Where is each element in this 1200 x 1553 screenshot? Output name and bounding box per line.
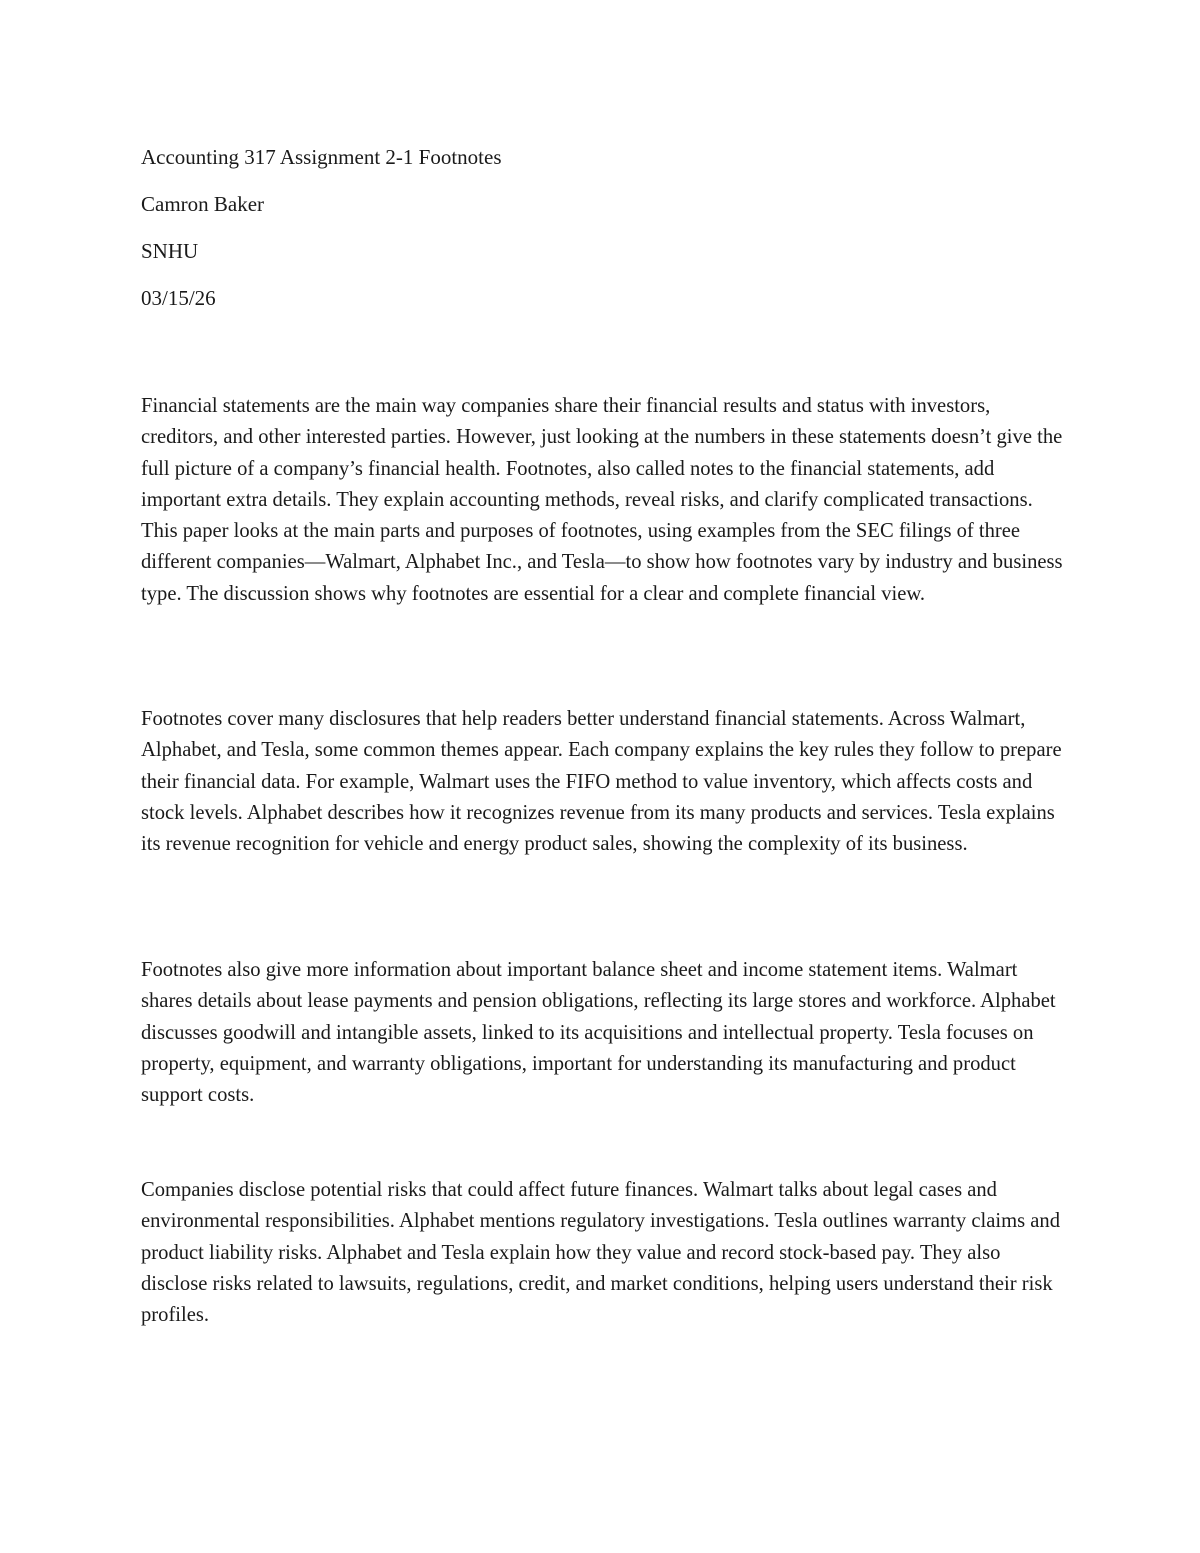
document-date: 03/15/26 bbox=[141, 286, 216, 310]
institution-name: SNHU bbox=[141, 239, 199, 263]
document-header bbox=[141, 141, 1061, 329]
body-paragraph-introduction: Financial statements are the main way companies share their financial results and status with investors, creditors, and other interested parties. However, just looking at the numbers in these statements doesn’t give the full picture of a company’s financial health. Footnotes, also called notes to the financial statements, add important extra details. They explain accounting methods, reveal risks, and clarify complicated transactions. This paper looks at the main parts and purposes of footnotes, using examples from the SEC filings of three different companies—Walmart, Alphabet Inc., and Tesla—to show how footnotes vary by industry and business type. The discussion shows why footnotes are essential for a clear and complete financial view. bbox=[141, 395, 1063, 605]
body-paragraph-accounting-policies: Footnotes cover many disclosures that help readers better understand financial statements. Across Walmart, Alphabet, and Tesla, some common themes appear. Each company explains the key rules they follow to prepare their financial data. For example, Walmart uses the FIFO method to value inventory, which affects costs and stock levels. Alphabet describes how it recognizes revenue from its many products and services. Tesla explains its revenue recognition for vehicle and energy product sales, showing the complexity of its business. bbox=[141, 708, 1062, 856]
document-title: Accounting 317 Assignment 2-1 Footnotes bbox=[141, 145, 502, 169]
author-name: Camron Baker bbox=[141, 192, 265, 216]
body-paragraph-risk-disclosures: Companies disclose potential risks that could affect future finances. Walmart talks about legal cases and environmental responsibilities. Alphabet mentions regulatory investigations. Tesla outlines warranty claims and product liability risks. Alphabet and Tesla explain how they value and record stock-based pay. They also disclose risks related to lawsuits, regulations, credit, and market conditions, helping users understand their risk profiles. bbox=[141, 1179, 1060, 1327]
body-paragraph-balance-sheet-items: Footnotes also give more information about important balance sheet and income statement items. Walmart shares details about lease payments and pension obligations, reflecting its large stores and workforce. Alphabet discusses goodwill and intangible assets, linked to its acquisitions and intellectual property. Tesla focuses on property, equipment, and warranty obligations, important for understanding its manufacturing and product support costs. bbox=[141, 959, 1056, 1107]
